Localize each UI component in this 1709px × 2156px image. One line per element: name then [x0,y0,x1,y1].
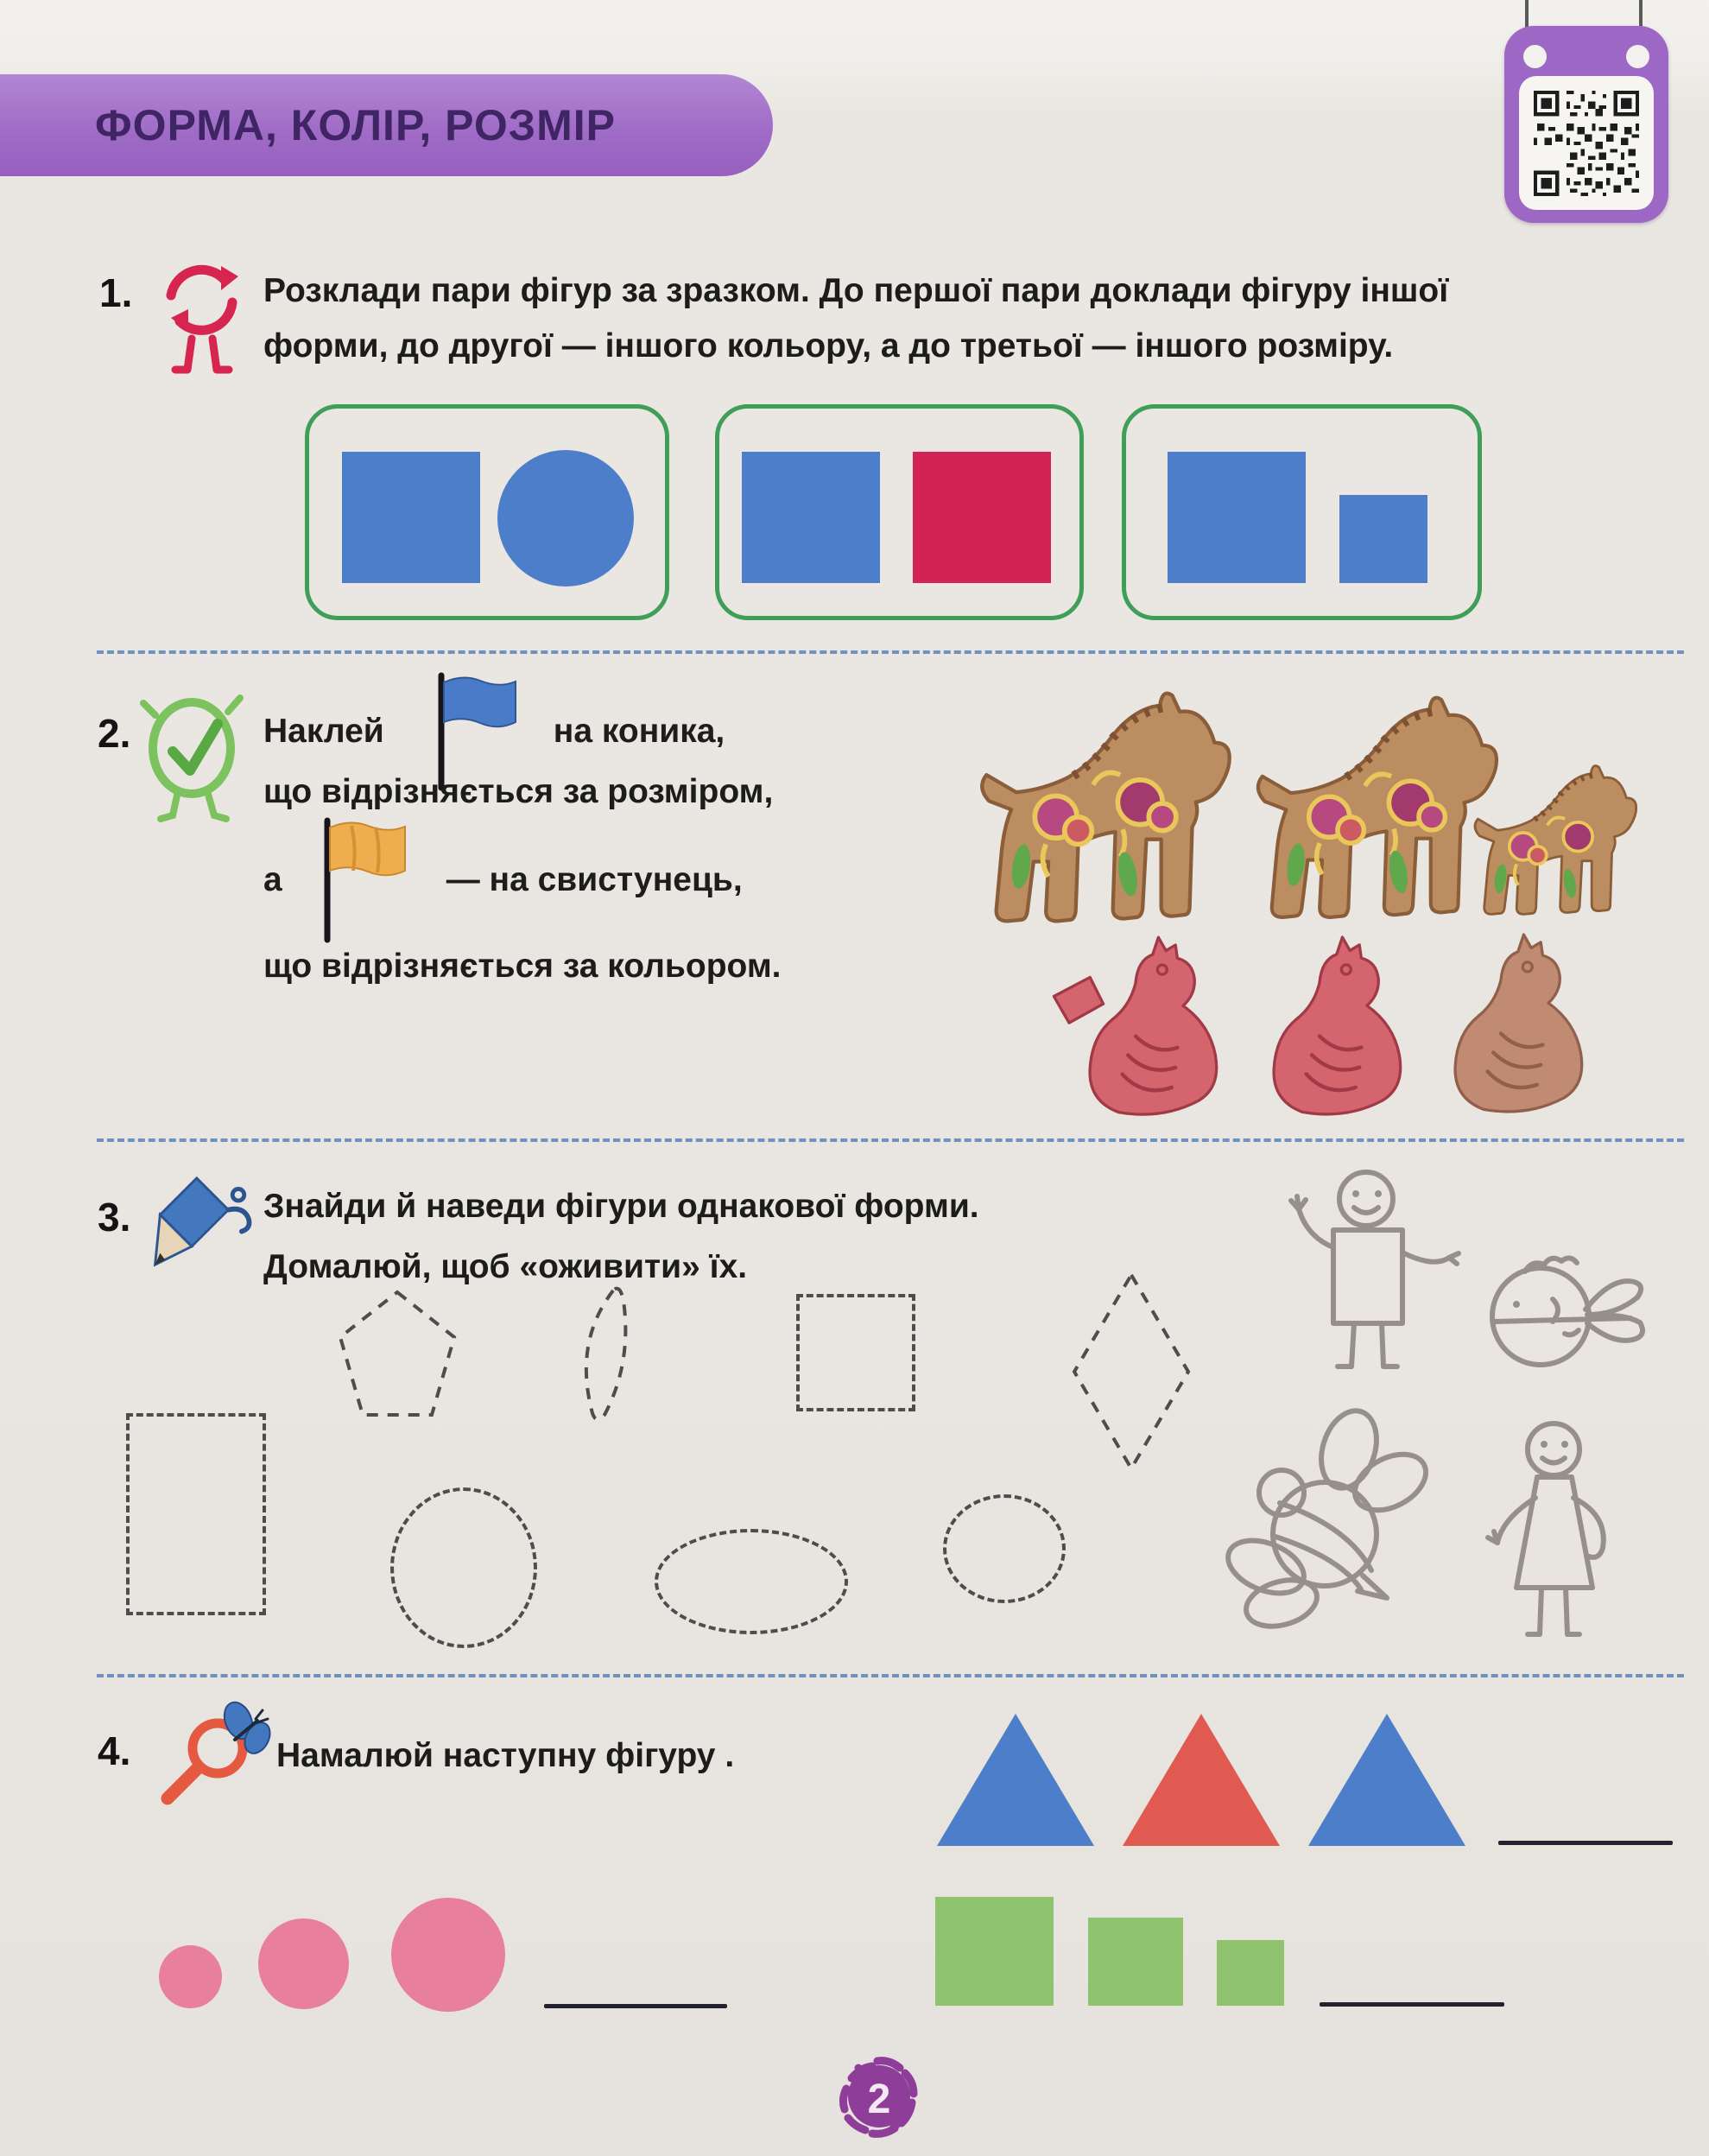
pattern-square-medium [1088,1918,1183,2006]
pattern-circle-large [391,1898,505,2012]
task1-text-line2: форми, до другої — іншого кольору, а до третьої — іншого розміру. [263,327,1394,365]
bird-whistle-red [1041,926,1288,1126]
qr-code-icon [1519,76,1654,210]
answer-line[interactable] [544,2004,727,2008]
task1-number: 1. [99,270,133,315]
pattern-triangle-blue [1308,1714,1465,1846]
magnifier-butterfly-icon [152,1698,273,1810]
bee-sketch [1218,1396,1440,1631]
task3-number: 3. [98,1195,131,1240]
checkmark-character-icon [136,681,253,832]
dashed-wide-ellipse [655,1529,848,1634]
task2-line3 [263,815,743,945]
pattern-triangle-red [1123,1714,1280,1846]
task1-text-line1: Розклади пари фігур за зразком. До першої пари доклади фігуру іншої [263,272,1449,309]
example-box-color [715,404,1084,620]
task2-line1-before: Наклей [263,713,384,750]
yellow-flag-icon [319,817,414,943]
answer-line[interactable] [1320,2002,1504,2007]
task2-line4: що відрізняється за кольором. [263,948,782,985]
dashed-rhombus [1069,1270,1193,1474]
qr-tag-hole [1626,45,1649,68]
blue-square [1168,452,1306,583]
section-divider [97,1138,1684,1142]
pattern-square-large [935,1897,1054,2006]
task2-line3-after: — на свистунець, [446,861,743,898]
clay-horse-small [1470,736,1655,954]
dashed-tall-rectangle [126,1413,266,1615]
dashed-square [796,1294,915,1411]
dashed-small-circle [943,1494,1066,1603]
qr-tag-hole [1523,45,1547,68]
dashed-vertical-ellipse [390,1487,537,1648]
task4-text: Намалюй наступну фігуру . [276,1737,735,1774]
task2-line2: що відрізняється за розміром, [263,773,774,810]
triangle-dress-girl-sketch [1470,1413,1632,1650]
rotate-arrows-character-icon [149,252,252,386]
blue-circle [497,450,634,587]
bird-whistle-brown [1444,924,1653,1126]
pattern-circle-small [159,1945,222,2008]
clay-horse-large [974,675,1259,954]
example-box-shape [305,404,669,620]
rectangle-person-sketch [1269,1164,1466,1380]
section-divider [97,650,1684,654]
task4-number: 4. [98,1728,131,1773]
fish-sketch [1478,1235,1648,1380]
blue-square [342,452,480,583]
small-blue-square [1339,495,1427,583]
page-title-banner [0,74,773,176]
page-title: ФОРМА, КОЛІР, РОЗМІР [95,101,616,149]
page-number-badge [829,2049,929,2149]
pattern-circle-medium [258,1918,349,2009]
task3-text-line1: Знайди й наведи фігури однакової форми. [263,1188,979,1225]
blue-square [742,452,880,583]
dashed-pentagon [333,1287,461,1421]
task2-line1-after: на коника, [553,713,725,750]
task2-number: 2. [98,711,131,756]
pattern-triangle-blue [937,1714,1094,1846]
pencil-character-icon [145,1163,262,1284]
dashed-leaf [558,1284,663,1429]
example-box-size [1122,404,1482,620]
answer-line[interactable] [1498,1841,1673,1845]
red-square [913,452,1051,583]
task3-text-line2: Домалюй, щоб «оживити» їх. [263,1248,748,1285]
task2-line3-before: а [263,861,282,898]
bird-whistle-red [1263,929,1472,1126]
page-number: 2 [867,2076,891,2122]
qr-tag [1504,26,1668,223]
section-divider [97,1674,1684,1677]
pattern-square-small [1217,1940,1284,2006]
